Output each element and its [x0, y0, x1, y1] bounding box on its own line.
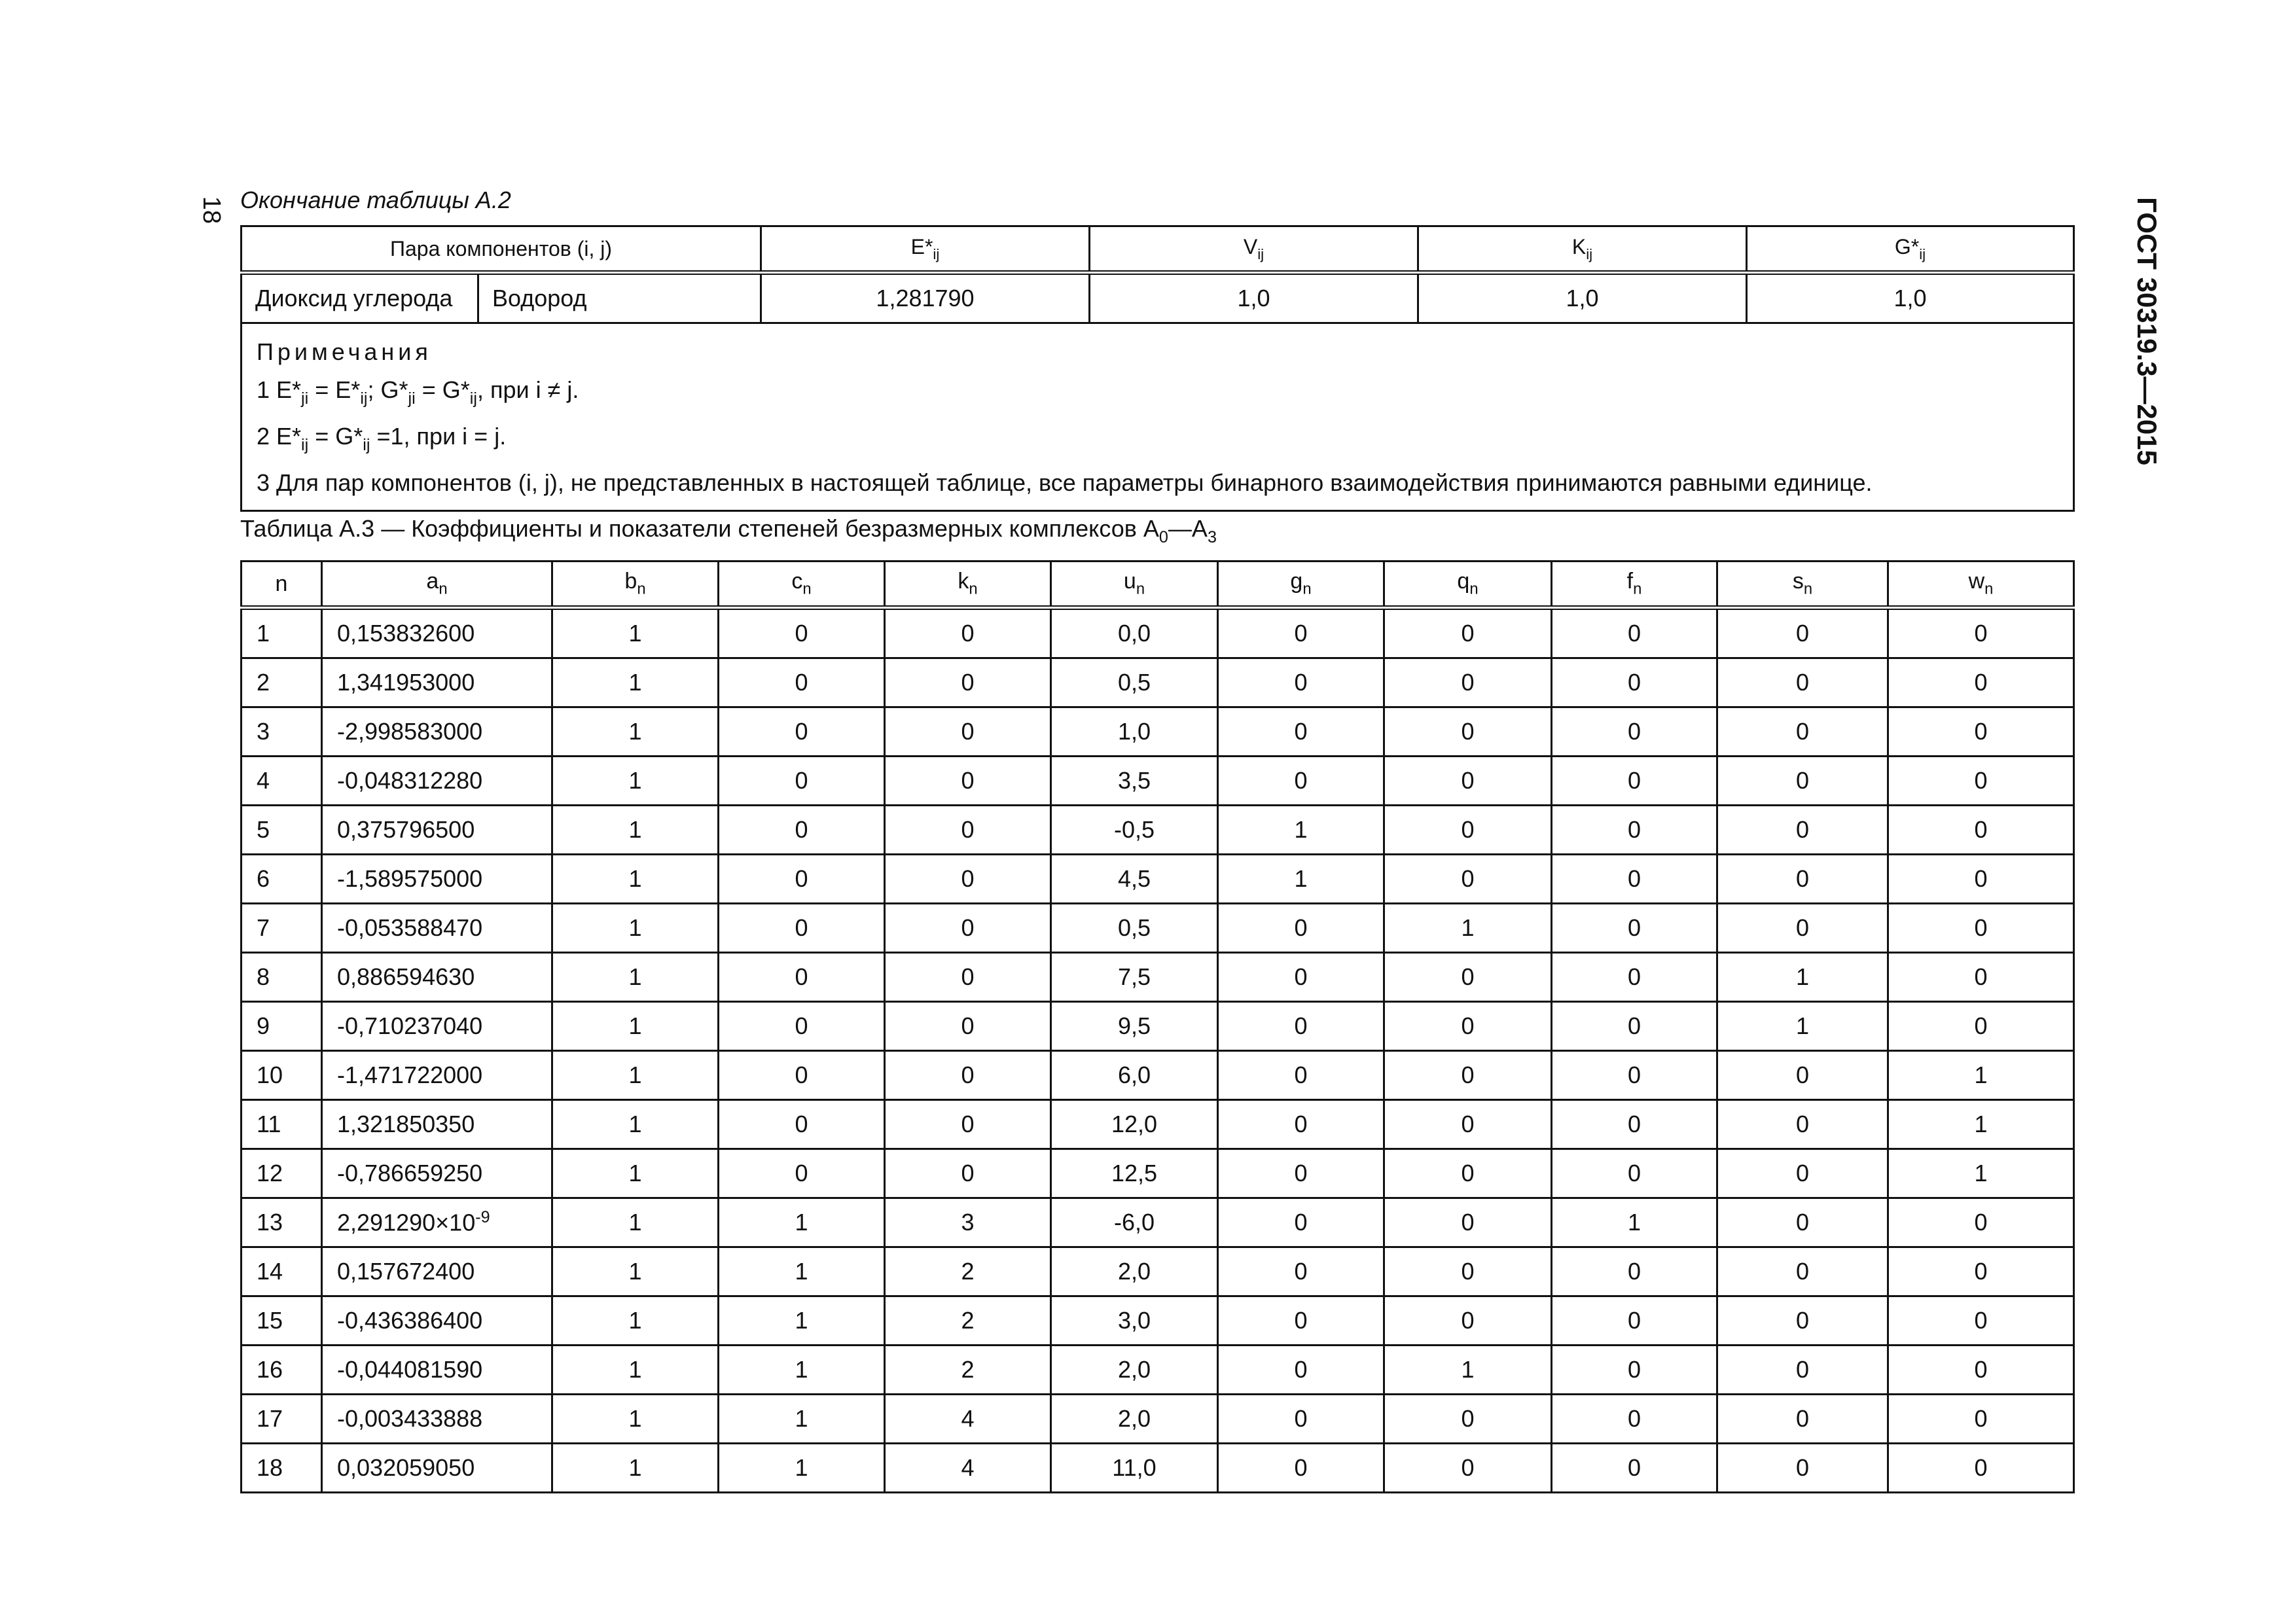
- cell-c: 1: [719, 1296, 885, 1346]
- cell-u: 2,0: [1051, 1395, 1218, 1444]
- cell-c: 1: [719, 1346, 885, 1395]
- cell-f: 0: [1552, 1247, 1717, 1296]
- cell-s: 0: [1717, 707, 1888, 757]
- cell-c: 0: [719, 1100, 885, 1149]
- cell-f: 0: [1552, 1395, 1717, 1444]
- cell-g: 0: [1218, 904, 1384, 953]
- header-b: $b_n$: [552, 562, 719, 608]
- cell-n: 16: [242, 1346, 322, 1395]
- cell-k: 0: [885, 806, 1051, 855]
- cell-q: 1: [1384, 904, 1552, 953]
- cell-b: 1: [552, 1002, 719, 1051]
- cell-w: 0: [1888, 608, 2074, 658]
- cell-n: 18: [242, 1444, 322, 1493]
- table-a2-caption: Окончание таблицы А.2: [240, 187, 511, 213]
- cell-k: 2: [885, 1247, 1051, 1296]
- cell-a: -1,589575000: [322, 855, 552, 904]
- table-row: [242, 1002, 2074, 1051]
- cell-c: 0: [719, 1149, 885, 1198]
- cell-w: 0: [1888, 707, 2074, 757]
- header-g: $g_n$: [1218, 562, 1384, 608]
- cell-n: 5: [242, 806, 322, 855]
- cell-c: 1: [719, 1395, 885, 1444]
- cell-u: 3,5: [1051, 757, 1218, 806]
- cell-u: 4,5: [1051, 855, 1218, 904]
- cell-g: 0: [1218, 1198, 1384, 1247]
- cell-f: 0: [1552, 806, 1717, 855]
- cell-s: 0: [1717, 1247, 1888, 1296]
- cell-n: 14: [242, 1247, 322, 1296]
- table-a3: [240, 560, 2075, 1493]
- standard-label: ГОСТ 30319.3—2015: [2132, 197, 2162, 465]
- cell-u: 11,0: [1051, 1444, 1218, 1493]
- cell-k: 0: [885, 1149, 1051, 1198]
- cell-s: 0: [1717, 1296, 1888, 1346]
- cell-c: 0: [719, 608, 885, 658]
- cell-s: 1: [1717, 1002, 1888, 1051]
- cell-q: 0: [1384, 1247, 1552, 1296]
- cell-s: 0: [1717, 757, 1888, 806]
- cell-n: 9: [242, 1002, 322, 1051]
- table-row: [242, 1100, 2074, 1149]
- cell-w: 0: [1888, 855, 2074, 904]
- table-row: [242, 855, 2074, 904]
- cell-w: 0: [1888, 1247, 2074, 1296]
- note-3: 3 Для пар компонентов (i, j), не представленных в настоящей таблице, все параметры бинарного взаимодействия принимаются равными единице.: [257, 469, 1873, 496]
- table-row: [242, 1296, 2074, 1346]
- cell-c: 0: [719, 658, 885, 707]
- cell-n: 4: [242, 757, 322, 806]
- cell-k: 0: [885, 1002, 1051, 1051]
- note-1: 1 $E*_{ji} = E*_{ij}$; $G*_{ji} = G*_{ij}$, при i ≠ j.: [257, 376, 579, 408]
- cell-q: 0: [1384, 1395, 1552, 1444]
- table-a2: [240, 225, 2075, 512]
- cell-s: 0: [1717, 1444, 1888, 1493]
- cell-u: 0,5: [1051, 658, 1218, 707]
- cell-g: 0: [1218, 1051, 1384, 1100]
- cell-u: 2,0: [1051, 1247, 1218, 1296]
- cell-n: 13: [242, 1198, 322, 1247]
- cell-q: 0: [1384, 1198, 1552, 1247]
- cell-u: -6,0: [1051, 1198, 1218, 1247]
- cell-s: 1: [1717, 953, 1888, 1002]
- table-row: [242, 1247, 2074, 1296]
- cell-k: 4: [885, 1395, 1051, 1444]
- table-row: [242, 1198, 2074, 1247]
- cell-c: 0: [719, 904, 885, 953]
- table-row: [242, 1051, 2074, 1100]
- cell-f: 0: [1552, 757, 1717, 806]
- cell-q: 0: [1384, 608, 1552, 658]
- cell-u: 7,5: [1051, 953, 1218, 1002]
- table-a2-notes: [242, 323, 2074, 511]
- cell-g: 0: [1218, 658, 1384, 707]
- value-e: 1,281790: [761, 273, 1090, 323]
- cell-g: 0: [1218, 1296, 1384, 1346]
- cell-g: 0: [1218, 608, 1384, 658]
- cell-a: -1,471722000: [322, 1051, 552, 1100]
- cell-w: 1: [1888, 1100, 2074, 1149]
- cell-b: 1: [552, 1296, 719, 1346]
- header-g: $G*_{ij}$: [1747, 226, 2074, 273]
- table-row: [242, 806, 2074, 855]
- cell-k: 2: [885, 1296, 1051, 1346]
- cell-q: 0: [1384, 1100, 1552, 1149]
- cell-g: 0: [1218, 1444, 1384, 1493]
- cell-w: 0: [1888, 1444, 2074, 1493]
- cell-a: 1,321850350: [322, 1100, 552, 1149]
- cell-b: 1: [552, 953, 719, 1002]
- cell-k: 4: [885, 1444, 1051, 1493]
- header-f: $f_n$: [1552, 562, 1717, 608]
- cell-u: 12,5: [1051, 1149, 1218, 1198]
- header-k: $K_{ij}$: [1418, 226, 1747, 273]
- cell-f: 0: [1552, 1444, 1717, 1493]
- cell-s: 0: [1717, 608, 1888, 658]
- cell-w: 0: [1888, 806, 2074, 855]
- cell-a: 0,375796500: [322, 806, 552, 855]
- table-a3-body: [242, 608, 2074, 1493]
- cell-w: 1: [1888, 1149, 2074, 1198]
- cell-s: 0: [1717, 1051, 1888, 1100]
- cell-s: 0: [1717, 658, 1888, 707]
- cell-s: 0: [1717, 904, 1888, 953]
- cell-k: 0: [885, 707, 1051, 757]
- cell-a: -0,710237040: [322, 1002, 552, 1051]
- cell-n: 10: [242, 1051, 322, 1100]
- cell-u: 2,0: [1051, 1346, 1218, 1395]
- cell-g: 0: [1218, 1346, 1384, 1395]
- cell-s: 0: [1717, 1395, 1888, 1444]
- cell-w: 1: [1888, 1051, 2074, 1100]
- cell-f: 0: [1552, 904, 1717, 953]
- cell-n: 6: [242, 855, 322, 904]
- cell-b: 1: [552, 1149, 719, 1198]
- table-row: [242, 757, 2074, 806]
- page-number: 18: [198, 196, 225, 224]
- cell-b: 1: [552, 1395, 719, 1444]
- cell-a: 1,341953000: [322, 658, 552, 707]
- cell-n: 1: [242, 608, 322, 658]
- table-row: [242, 953, 2074, 1002]
- cell-q: 0: [1384, 1149, 1552, 1198]
- cell-w: 0: [1888, 658, 2074, 707]
- cell-s: 0: [1717, 1100, 1888, 1149]
- table-a2-row: [242, 273, 2074, 323]
- cell-f: 0: [1552, 707, 1717, 757]
- cell-w: 0: [1888, 1395, 2074, 1444]
- cell-b: 1: [552, 1100, 719, 1149]
- cell-n: 8: [242, 953, 322, 1002]
- cell-s: 0: [1717, 1198, 1888, 1247]
- cell-g: 0: [1218, 1100, 1384, 1149]
- cell-a: -0,786659250: [322, 1149, 552, 1198]
- table-a2-header: [242, 226, 2074, 273]
- cell-k: 0: [885, 855, 1051, 904]
- table-a3-header: [242, 562, 2074, 608]
- cell-a: 0,886594630: [322, 953, 552, 1002]
- cell-a: -0,436386400: [322, 1296, 552, 1346]
- cell-q: 0: [1384, 658, 1552, 707]
- cell-f: 0: [1552, 658, 1717, 707]
- cell-f: 0: [1552, 1149, 1717, 1198]
- cell-g: 1: [1218, 806, 1384, 855]
- cell-b: 1: [552, 1444, 719, 1493]
- cell-c: 0: [719, 806, 885, 855]
- cell-g: 1: [1218, 855, 1384, 904]
- cell-a: -0,044081590: [322, 1346, 552, 1395]
- cell-q: 0: [1384, 953, 1552, 1002]
- cell-c: 0: [719, 855, 885, 904]
- header-e: $E*_{ij}$: [761, 226, 1090, 273]
- cell-q: 0: [1384, 1296, 1552, 1346]
- header-pair: Пара компонентов (i, j): [242, 226, 761, 273]
- cell-b: 1: [552, 1198, 719, 1247]
- cell-a: -2,998583000: [322, 707, 552, 757]
- header-n: n: [242, 562, 322, 608]
- cell-b: 1: [552, 608, 719, 658]
- cell-f: 0: [1552, 855, 1717, 904]
- cell-g: 0: [1218, 757, 1384, 806]
- cell-k: 0: [885, 608, 1051, 658]
- cell-f: 0: [1552, 1296, 1717, 1346]
- note-2: 2 $E*_{ij} = G*_{ij} =1$, при i = j.: [257, 422, 507, 454]
- header-w: $w_n$: [1888, 562, 2074, 608]
- cell-n: 2: [242, 658, 322, 707]
- cell-b: 1: [552, 1051, 719, 1100]
- cell-k: 0: [885, 953, 1051, 1002]
- cell-k: 0: [885, 904, 1051, 953]
- cell-g: 0: [1218, 1149, 1384, 1198]
- header-v: $V_{ij}$: [1090, 226, 1418, 273]
- cell-u: 0,0: [1051, 608, 1218, 658]
- cell-g: 0: [1218, 1002, 1384, 1051]
- table-row: [242, 1149, 2074, 1198]
- cell-b: 1: [552, 1346, 719, 1395]
- cell-b: 1: [552, 707, 719, 757]
- cell-a: 0,157672400: [322, 1247, 552, 1296]
- component-2: Водород: [478, 273, 761, 323]
- table-row: [242, 1444, 2074, 1493]
- cell-q: 1: [1384, 1346, 1552, 1395]
- cell-g: 0: [1218, 1395, 1384, 1444]
- cell-g: 0: [1218, 707, 1384, 757]
- cell-g: 0: [1218, 1247, 1384, 1296]
- cell-c: 0: [719, 953, 885, 1002]
- cell-u: 0,5: [1051, 904, 1218, 953]
- cell-a: $2,291290\times 10^{-9}$: [322, 1198, 552, 1247]
- header-a: $a_n$: [322, 562, 552, 608]
- notes-cell: [242, 323, 2074, 511]
- table-row: [242, 707, 2074, 757]
- value-g: 1,0: [1747, 273, 2074, 323]
- header-q: $q_n$: [1384, 562, 1552, 608]
- standard-designation: [2127, 194, 2166, 469]
- cell-b: 1: [552, 904, 719, 953]
- cell-n: 7: [242, 904, 322, 953]
- cell-w: 0: [1888, 1346, 2074, 1395]
- cell-a: -0,053588470: [322, 904, 552, 953]
- cell-w: 0: [1888, 757, 2074, 806]
- cell-b: 1: [552, 1247, 719, 1296]
- cell-n: 3: [242, 707, 322, 757]
- cell-u: -0,5: [1051, 806, 1218, 855]
- header-u: $u_n$: [1051, 562, 1218, 608]
- cell-w: 0: [1888, 904, 2074, 953]
- cell-u: 3,0: [1051, 1296, 1218, 1346]
- cell-f: 0: [1552, 953, 1717, 1002]
- cell-k: 0: [885, 1100, 1051, 1149]
- cell-c: 0: [719, 1051, 885, 1100]
- cell-w: 0: [1888, 1296, 2074, 1346]
- cell-f: 0: [1552, 608, 1717, 658]
- cell-n: 11: [242, 1100, 322, 1149]
- cell-s: 0: [1717, 1346, 1888, 1395]
- cell-u: 12,0: [1051, 1100, 1218, 1149]
- cell-a: 0,032059050: [322, 1444, 552, 1493]
- table-row: [242, 1346, 2074, 1395]
- cell-q: 0: [1384, 1444, 1552, 1493]
- cell-k: 3: [885, 1198, 1051, 1247]
- cell-w: 0: [1888, 953, 2074, 1002]
- cell-n: 12: [242, 1149, 322, 1198]
- table-row: [242, 904, 2074, 953]
- cell-a: -0,003433888: [322, 1395, 552, 1444]
- cell-q: 0: [1384, 855, 1552, 904]
- header-c: $c_n$: [719, 562, 885, 608]
- cell-u: 9,5: [1051, 1002, 1218, 1051]
- header-s: $s_n$: [1717, 562, 1888, 608]
- table-row: [242, 658, 2074, 707]
- cell-q: 0: [1384, 1051, 1552, 1100]
- component-1: Диоксид углерода: [242, 273, 478, 323]
- cell-k: 0: [885, 658, 1051, 707]
- cell-s: 0: [1717, 806, 1888, 855]
- cell-a: -0,048312280: [322, 757, 552, 806]
- cell-c: 0: [719, 1002, 885, 1051]
- cell-c: 0: [719, 757, 885, 806]
- value-v: 1,0: [1090, 273, 1418, 323]
- header-k: $k_n$: [885, 562, 1051, 608]
- cell-u: 1,0: [1051, 707, 1218, 757]
- cell-f: 0: [1552, 1051, 1717, 1100]
- cell-u: 6,0: [1051, 1051, 1218, 1100]
- cell-b: 1: [552, 757, 719, 806]
- cell-c: 1: [719, 1444, 885, 1493]
- cell-n: 15: [242, 1296, 322, 1346]
- table-row: [242, 1395, 2074, 1444]
- cell-k: 2: [885, 1346, 1051, 1395]
- cell-s: 0: [1717, 855, 1888, 904]
- cell-q: 0: [1384, 806, 1552, 855]
- table-row: [242, 608, 2074, 658]
- cell-k: 0: [885, 1051, 1051, 1100]
- table-a3-caption: Таблица А.3 — Коэффициенты и показатели степеней безразмерных комплексов $A_0—A_3$: [240, 515, 1217, 546]
- cell-f: 1: [1552, 1198, 1717, 1247]
- notes-title: Примечания: [257, 338, 432, 365]
- cell-f: 0: [1552, 1100, 1717, 1149]
- value-k: 1,0: [1418, 273, 1747, 323]
- cell-q: 0: [1384, 707, 1552, 757]
- cell-g: 0: [1218, 953, 1384, 1002]
- cell-c: 1: [719, 1198, 885, 1247]
- cell-b: 1: [552, 806, 719, 855]
- cell-k: 0: [885, 757, 1051, 806]
- cell-q: 0: [1384, 757, 1552, 806]
- cell-w: 0: [1888, 1198, 2074, 1247]
- cell-f: 0: [1552, 1346, 1717, 1395]
- cell-b: 1: [552, 855, 719, 904]
- cell-s: 0: [1717, 1149, 1888, 1198]
- cell-b: 1: [552, 658, 719, 707]
- cell-a: 0,153832600: [322, 608, 552, 658]
- cell-f: 0: [1552, 1002, 1717, 1051]
- cell-q: 0: [1384, 1002, 1552, 1051]
- cell-n: 17: [242, 1395, 322, 1444]
- cell-w: 0: [1888, 1002, 2074, 1051]
- cell-c: 0: [719, 707, 885, 757]
- cell-c: 1: [719, 1247, 885, 1296]
